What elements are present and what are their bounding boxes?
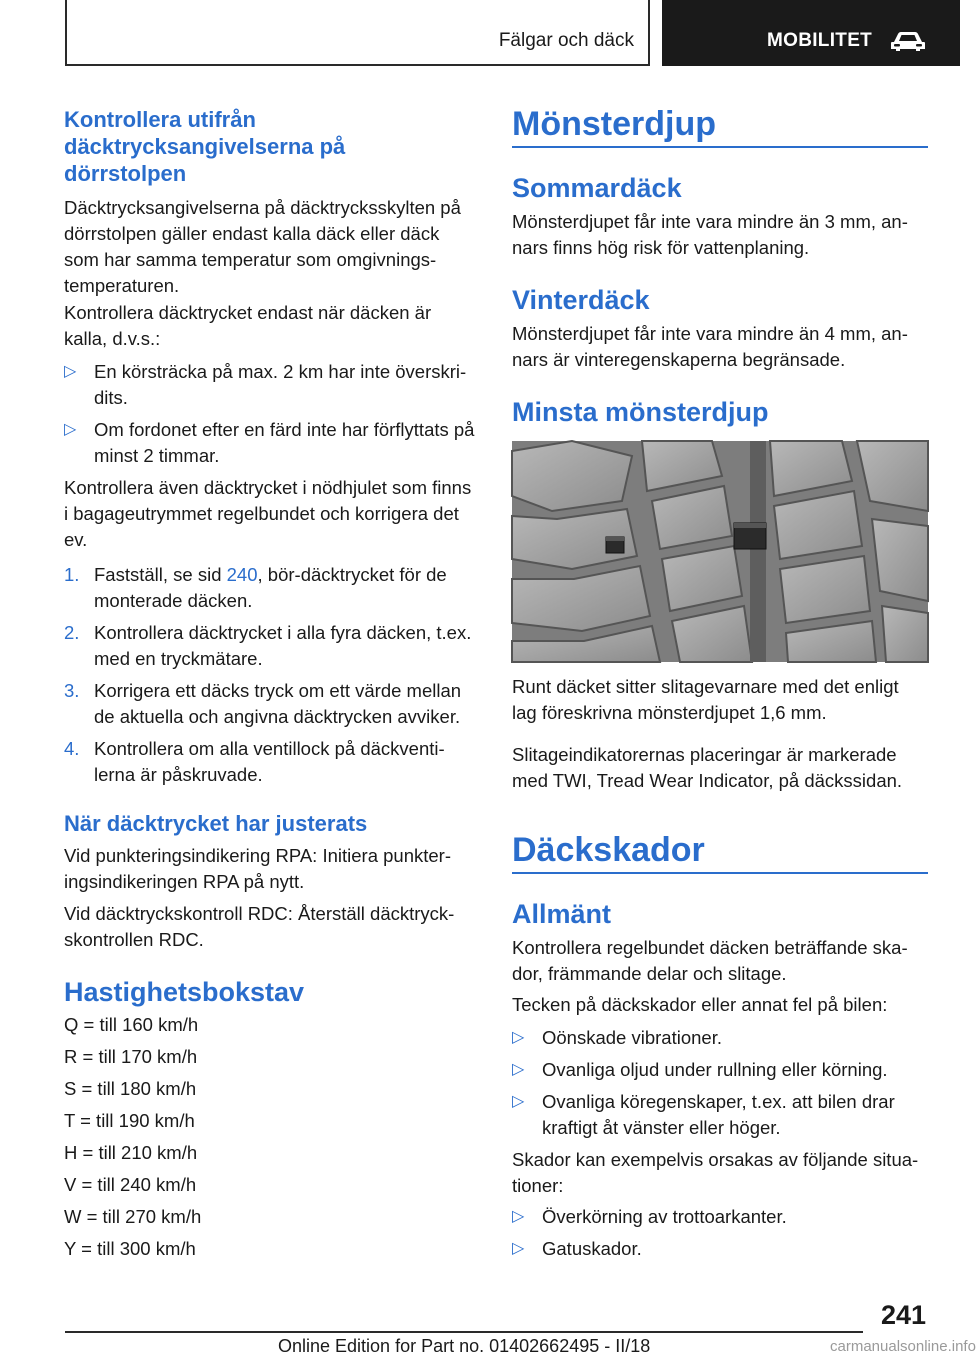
speed-line: H = till 210 km/h xyxy=(64,1142,198,1163)
triangle-bullet-icon: ▷ xyxy=(512,1240,525,1257)
footer-edition: Online Edition for Part no. 01402662495 - II/18 xyxy=(278,1336,651,1356)
heading-tread-depth: Mönsterdjup xyxy=(512,105,716,143)
page-link[interactable]: 240 xyxy=(226,564,258,585)
speed-line: V = till 240 km/h xyxy=(64,1174,197,1195)
paragraph-causes: Skador kan exempelvis orsakas av följande situationer: xyxy=(512,1149,919,1196)
list-item: ▷ Gatuskador. xyxy=(512,1236,928,1262)
heading-summer-tires: Sommardäck xyxy=(512,173,682,203)
speed-line: Q = till 160 km/h xyxy=(64,1014,199,1035)
car-icon xyxy=(890,30,926,52)
speed-line: Y = till 300 km/h xyxy=(64,1238,196,1259)
wear-indicator-icon xyxy=(606,537,624,553)
footer-watermark: carmanualsonline.info xyxy=(830,1338,976,1355)
heading-min-tread: Minsta mönsterdjup xyxy=(512,397,769,427)
header-chapter-title: MOBILITET xyxy=(767,30,873,51)
header-section-box xyxy=(65,0,650,66)
list-item: ▷ Överkörning av trottoarkanter. xyxy=(512,1204,928,1230)
paragraph-rdc: Vid däcktryckskontroll RDC: Återställ däcktryckskontrollen RDC. xyxy=(64,903,455,950)
paragraph-rpa: Vid punkteringsindikering RPA: Initiera punkteringsindikeringen RPA på nytt. xyxy=(64,845,452,892)
list-item: ▷ Oönskade vibrationer. xyxy=(512,1025,928,1051)
list-item: ▷ Ovanliga oljud under rullning eller körning. xyxy=(512,1057,928,1083)
paragraph-signs: Tecken på däckskador eller annat fel på bilen: xyxy=(512,994,888,1015)
step-item: 4. Kontrollera om alla ventillock på däckventilerna är påskruvade. xyxy=(64,738,445,785)
heading-general: Allmänt xyxy=(512,899,612,929)
paragraph-winter: Mönsterdjupet får inte vara mindre än 4 mm, annars är vinteregenskaperna begränsade. xyxy=(512,323,908,370)
speed-line: W = till 270 km/h xyxy=(64,1206,202,1227)
paragraph-spare-wheel: Kontrollera även däcktrycket i nödhjulet som finns i bagageutrymmet regelbundet och korrigera det ev. xyxy=(64,477,472,550)
heading-speed-rating: Hastighetsbokstav xyxy=(64,977,305,1007)
page-number: 241 xyxy=(880,1300,926,1330)
triangle-bullet-icon: ▷ xyxy=(512,1061,525,1078)
list-item: ▷ En körsträcka på max. 2 km har inte överskridits. xyxy=(64,361,467,408)
heading-rule xyxy=(512,146,928,148)
paragraph-wear-indicators: Runt däcket sitter slitagevarnare med det enligt lag föreskrivna mönsterdjupet 1,6 mm. xyxy=(512,676,899,723)
paragraph-pressure-info: Däcktrycksangivelserna på däcktrycksskylten på dörrstolpen gäller endast kalla däck eller däck som har samma temperatur som omgivningstemperaturen. xyxy=(64,197,461,296)
triangle-bullet-icon: ▷ xyxy=(512,1029,525,1046)
heading-check-door-pillar: Kontrollera utifrån däcktrycksangivelserna på dörrstolpen xyxy=(64,107,346,186)
triangle-bullet-icon: ▷ xyxy=(512,1093,525,1110)
triangle-bullet-icon: ▷ xyxy=(64,363,77,380)
paragraph-summer: Mönsterdjupet får inte vara mindre än 3 mm, annars finns hög risk för vattenplaning. xyxy=(512,211,908,258)
wear-indicator-icon xyxy=(734,523,766,549)
heading-rule xyxy=(512,872,928,874)
heading-tire-damage: Däckskador xyxy=(512,831,705,869)
paragraph-twi: Slitageindikatorernas placeringar är markerade med TWI, Tread Wear Indicator, på däckssidan. xyxy=(512,744,903,791)
speed-line: R = till 170 km/h xyxy=(64,1046,198,1067)
list-item: ▷ Ovanliga köregenskaper, t.ex. att bilen drar kraftigt åt vänster eller höger. xyxy=(512,1091,895,1138)
header-chapter-box xyxy=(662,0,960,66)
paragraph-check-damage: Kontrollera regelbundet däcken beträffande skador, främmande delar och slitage. xyxy=(512,937,908,984)
heading-winter-tires: Vinterdäck xyxy=(512,285,650,315)
speed-line: S = till 180 km/h xyxy=(64,1078,197,1099)
heading-pressure-adjusted: När däcktrycket har justerats xyxy=(64,811,368,836)
tire-tread-illustration xyxy=(512,441,928,662)
header-section-title: Fälgar och däck xyxy=(498,30,634,51)
step-item: 3. Korrigera ett däcks tryck om ett värde mellan de aktuella och angivna däcktrycken avviker. xyxy=(64,680,462,727)
paragraph-check-cold: Kontrollera däcktrycket endast när däcken är kalla, d.v.s.: xyxy=(64,302,432,349)
step-item: 1. Fastställ, se sid 240, bör-däcktrycket för de monterade däcken. xyxy=(64,564,447,611)
triangle-bullet-icon: ▷ xyxy=(512,1208,525,1225)
tire-tread-image xyxy=(512,441,928,662)
list-item: ▷ Om fordonet efter en färd inte har förflyttats på minst 2 timmar. xyxy=(64,419,475,466)
speed-line: T = till 190 km/h xyxy=(64,1110,195,1131)
footer-rule xyxy=(65,1331,863,1333)
triangle-bullet-icon: ▷ xyxy=(64,421,77,438)
step-item: 2. Kontrollera däcktrycket i alla fyra däcken, t.ex. med en tryckmätare. xyxy=(64,622,472,669)
